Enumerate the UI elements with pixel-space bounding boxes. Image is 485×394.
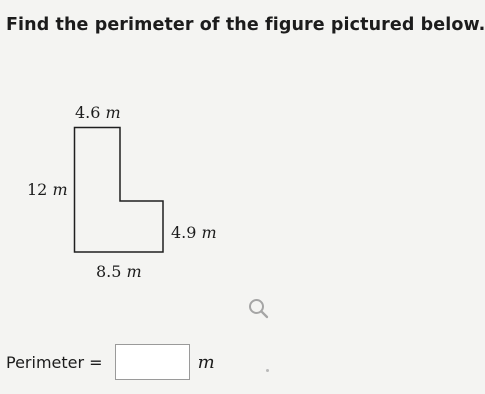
dimension-label-left: 12 m <box>27 180 68 199</box>
answer-row <box>6 344 215 380</box>
dimension-label-top: 4.6 m <box>75 103 121 122</box>
decorative-dot <box>266 369 269 372</box>
figure-outline <box>75 128 164 253</box>
answer-unit: m <box>197 351 215 373</box>
perimeter-label: Perimeter = <box>6 352 103 372</box>
perimeter-answer-input[interactable] <box>115 344 190 380</box>
dimension-label-bottom: 8.5 m <box>96 262 142 281</box>
dimension-label-right: 4.9 m <box>171 223 217 242</box>
search-icon[interactable] <box>246 296 272 322</box>
question-text: Find the perimeter of the figure pictured below. <box>6 15 485 35</box>
